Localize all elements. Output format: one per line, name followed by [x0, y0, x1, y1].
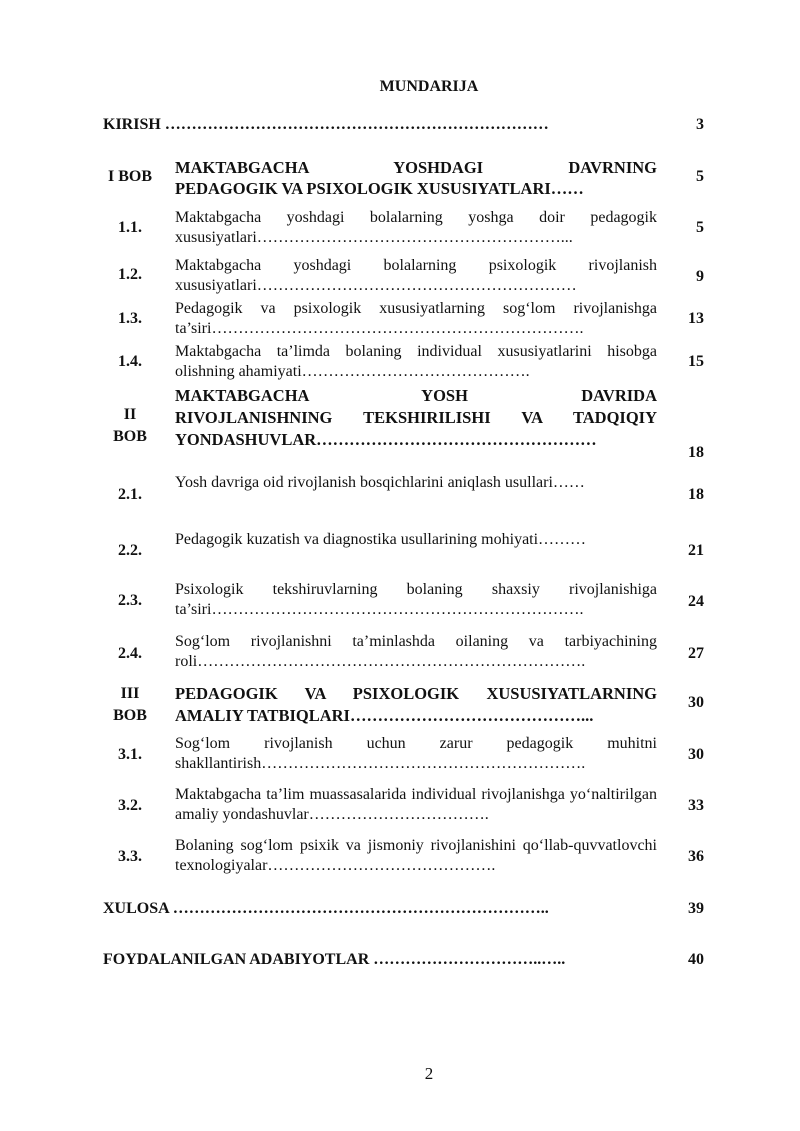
- footer-page-number: 2: [424, 1064, 434, 1083]
- toc-entry-3-3[interactable]: Bolaning sog‘lom psixik va jismoniy rivojlanishini qo‘llab-quvvatlovchi texnologiyalar…………………………………….: [175, 837, 657, 874]
- toc-entry-chapter-2[interactable]: [175, 385, 657, 451]
- toc-entry-1-1[interactable]: Maktabgacha yoshdagi bolalarning yoshga doir pedagogik xususiyatlari…………………………………………………...: [175, 209, 657, 246]
- section-number: 3.1.: [118, 746, 142, 763]
- toc-page: 30: [688, 694, 704, 711]
- section-number: 1.3.: [118, 310, 142, 327]
- section-number: 2.3.: [118, 592, 142, 609]
- toc-page: 5: [696, 168, 704, 185]
- toc-page-kirish: 3: [696, 116, 704, 133]
- toc-entry-kirish[interactable]: KIRISH ………………………………………………………………: [103, 116, 549, 133]
- section-number: 2.1.: [118, 486, 142, 503]
- section-number: 3.2.: [118, 797, 142, 814]
- toc-entry-2-3[interactable]: Psixologik tekshiruvlarning bolaning shaxsiy rivojlanishiga ta’siri…………………………………………………………….: [175, 581, 657, 618]
- section-number: 1.4.: [118, 353, 142, 370]
- chapter-number: I BOB: [107, 168, 152, 185]
- toc-entry-2-1[interactable]: Yosh davriga oid rivojlanish bosqichlarini aniqlash usullari……: [175, 474, 585, 491]
- toc-entry-references[interactable]: FOYDALANILGAN ADABIYOTLAR …………………………..…..: [103, 951, 566, 968]
- section-number: 2.4.: [118, 645, 142, 662]
- section-number: 1.2.: [118, 266, 142, 283]
- section-number: 1.1.: [118, 219, 142, 236]
- chapter-title-line: YONDASHUVLAR……………………………………………: [175, 430, 597, 449]
- toc-page: 33: [688, 797, 704, 814]
- toc-page: 13: [688, 310, 704, 327]
- toc-entry-1-4[interactable]: Maktabgacha ta’limda bolaning individual xususiyatlarini hisobga olishning ahamiyati…………………………………….: [175, 343, 657, 380]
- toc-entry-1-3[interactable]: Pedagogik va psixologik xususiyatlarning sog‘lom rivojlanishga ta’siri…………………………………………………………….: [175, 300, 657, 337]
- chapter-number-line: BOB: [113, 428, 147, 445]
- toc-entry-3-1[interactable]: Sog‘lom rivojlanish uchun zarur pedagogik muhitni shakllantirish…………………………………………………….: [175, 735, 657, 772]
- chapter-title-line: RIVOJLANISHNING TEKSHIRILISHI VA TADQIQIY: [175, 408, 657, 427]
- toc-entry-2-2[interactable]: Pedagogik kuzatish va diagnostika usullarining mohiyati………: [175, 531, 587, 548]
- chapter-number-line: II: [123, 406, 137, 423]
- toc-entry-1-2[interactable]: Maktabgacha yoshdagi bolalarning psixologik rivojlanish xususiyatlari……………………………………………………: [175, 257, 657, 294]
- toc-page: 18: [688, 486, 704, 503]
- toc-page: 5: [696, 219, 704, 236]
- chapter-number-line: BOB: [113, 707, 147, 724]
- chapter-title-line: PEDAGOGIK VA PSIXOLOGIK XUSUSIYATLARNING: [175, 684, 657, 703]
- toc-entry-chapter-3[interactable]: [175, 683, 657, 727]
- toc-page: 24: [688, 593, 704, 610]
- chapter-number-line: III: [120, 685, 140, 702]
- toc-page: 18: [688, 444, 704, 461]
- chapter-title-line: PEDAGOGIK VA PSIXOLOGIK XUSUSIYATLARI……: [175, 179, 584, 198]
- toc-entry-chapter-1[interactable]: [175, 157, 657, 199]
- section-number: 2.2.: [118, 542, 142, 559]
- toc-page: 15: [688, 353, 704, 370]
- section-number: 3.3.: [118, 848, 142, 865]
- toc-page: 39: [688, 900, 704, 917]
- toc-page: 21: [688, 542, 704, 559]
- toc-entry-xulosa[interactable]: XULOSA ……………………………………………………………..: [103, 900, 549, 917]
- toc-page: 27: [688, 645, 704, 662]
- chapter-title-line: MAKTABGACHA YOSHDAGI DAVRNING: [175, 158, 657, 177]
- chapter-number: [100, 404, 160, 448]
- chapter-title-line: MAKTABGACHA YOSH DAVRIDA: [175, 386, 657, 405]
- chapter-number: [100, 683, 160, 727]
- toc-page: 36: [688, 848, 704, 865]
- toc-page: 9: [696, 268, 704, 285]
- toc-page: 30: [688, 746, 704, 763]
- toc-entry-2-4[interactable]: Sog‘lom rivojlanishni ta’minlashda oilaning va tarbiyachining roli……………………………………………………………….: [175, 633, 657, 670]
- toc-page: 40: [688, 951, 704, 968]
- toc-entry-3-2[interactable]: Maktabgacha ta’lim muassasalarida individual rivojlanishga yo‘naltirilgan amaliy yondashuvlar…………………………….: [175, 786, 657, 823]
- chapter-title-line: AMALIY TATBIQLARI……………………………………...: [175, 706, 594, 725]
- page-title: MUNDARIJA: [379, 78, 479, 95]
